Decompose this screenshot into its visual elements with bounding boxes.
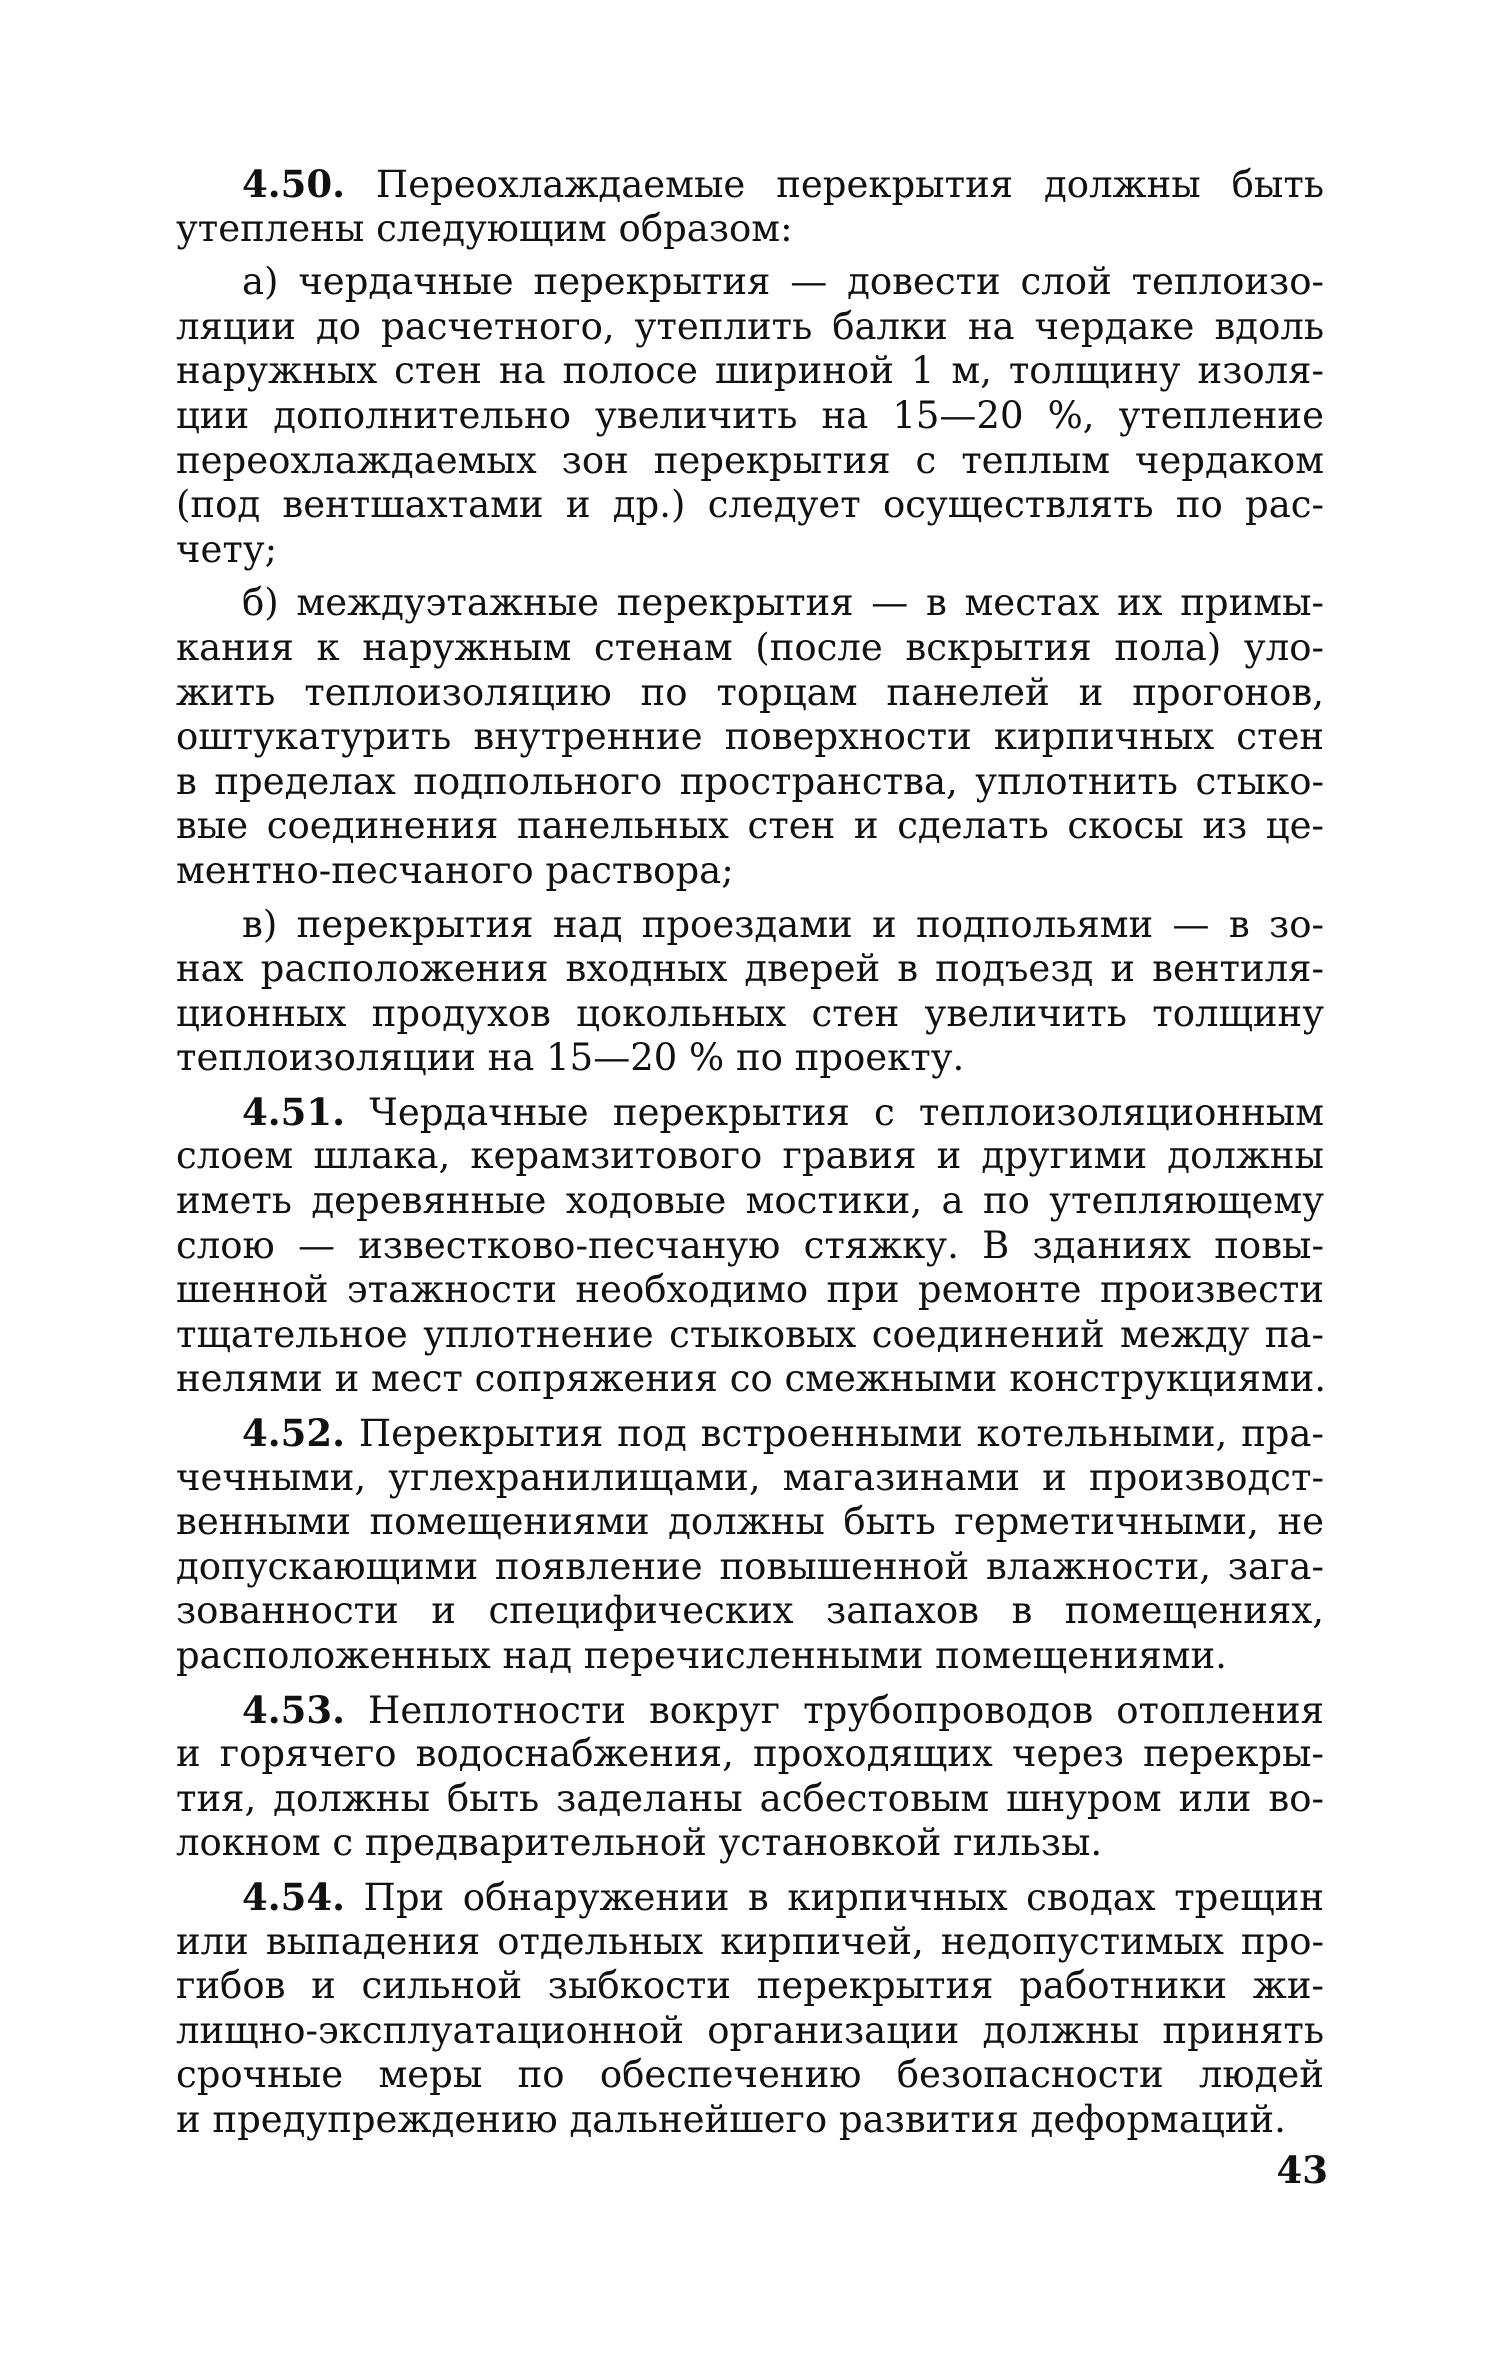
section-number: 4.50.: [242, 162, 345, 206]
list-item-b: [176, 581, 1324, 893]
text-line: и предупреждению дальнейшего развития деформаций.: [176, 2097, 1286, 2141]
text-line: ляции до расчетного, утеплить балки на чердаке вдоль: [176, 304, 1324, 348]
text-line: срочные меры по обеспечению безопасности людей: [176, 2053, 1324, 2097]
text-line: 4.50. Переохлаждаемые перекрытия должны быть: [242, 162, 1324, 206]
text-line: венными помещениями должны быть герметичными, не: [176, 1500, 1324, 1544]
text-line: наружных стен на полосе шириной 1 м, толщину изоля-: [176, 349, 1324, 393]
text-line: переохлаждаемых зон перекрытия с теплым чердаком: [176, 438, 1324, 482]
text-line: или выпадения отдельных кирпичей, недопустимых про-: [176, 1919, 1324, 1963]
text-line: иметь деревянные ходовые мостики, а по утепляющему: [176, 1179, 1324, 1223]
text-line: 4.54. При обнаружении в кирпичных сводах трещин: [242, 1874, 1324, 1919]
text-line: вые соединения панельных стен и сделать скосы из це-: [176, 804, 1324, 848]
text-line: слою — известково-песчаную стяжку. В зданиях повы-: [176, 1223, 1324, 1267]
paragraph-4-54: [176, 1875, 1324, 2143]
body-text: [176, 162, 1327, 2143]
text-line: б) междуэтажные перекрытия — в местах их примы-: [242, 581, 1324, 625]
text-line: ции дополнительно увеличить на 15—20 %, утепление: [176, 393, 1324, 437]
text-line: нелями и мест сопряжения со смежными конструкциями.: [176, 1357, 1327, 1401]
section-number: 4.51.: [242, 1089, 345, 1134]
text-line: жить теплоизоляцию по торцам панелей и прогонов,: [176, 670, 1324, 714]
section-number: 4.53.: [242, 1687, 345, 1732]
text-line: утеплены следующим образом:: [176, 206, 793, 250]
text-line: 4.53. Неплотности вокруг трубопроводов отопления: [242, 1687, 1324, 1732]
list-item-v: [176, 903, 1324, 1081]
text-line: 4.51. Чердачные перекрытия с теплоизоляционным: [242, 1089, 1324, 1134]
paragraph-4-53: [176, 1688, 1324, 1866]
text-line: расположенных над перечисленными помещениями.: [176, 1634, 1227, 1677]
text-line: теплоизоляции на 15—20 % по проекту.: [176, 1036, 965, 1080]
text-line: в) перекрытия над проездами и подпольями — в зо-: [242, 902, 1324, 946]
text-line: гибов и сильной зыбкости перекрытия работники жи-: [176, 1964, 1324, 2008]
text-line: оштукатурить внутренние поверхности кирпичных стен: [176, 715, 1324, 759]
text-line: ментно-песчаного раствора;: [176, 848, 734, 892]
paragraph-4-50: [176, 162, 1324, 251]
text-line: чечными, углехранилищами, магазинами и производст-: [176, 1455, 1324, 1499]
text-line: тия, должны быть заделаны асбестовым шнуром или во-: [176, 1776, 1324, 1820]
text-line: локном с предварительной установкой гильзы.: [176, 1821, 1103, 1865]
text-line: слоем шлака, керамзитового гравия и другими должны: [176, 1134, 1324, 1178]
text-line: нах расположения входных дверей в подъезд и вентиля-: [176, 947, 1324, 991]
text-line: допускающими появление повышенной влажности, зага-: [176, 1544, 1324, 1588]
text-line: лищно-эксплуатационной организации должны принять: [176, 2008, 1324, 2052]
text-line: в пределах подпольного пространства, уплотнить стыко-: [176, 759, 1324, 803]
text-line: зованности и специфических запахов в помещениях,: [176, 1589, 1324, 1633]
text-line: ционных продухов цокольных стен увеличить толщину: [176, 991, 1324, 1035]
text-line: 4.52. Перекрытия под встроенными котельными, пра-: [242, 1411, 1324, 1456]
paragraph-4-52: [176, 1411, 1324, 1679]
text-line: тщательное уплотнение стыковых соединений между па-: [176, 1312, 1324, 1356]
text-line: кания к наружным стенам (после вскрытия пола) уло-: [176, 625, 1324, 669]
page-number: 43: [1276, 2148, 1328, 2192]
list-item-a: [176, 260, 1324, 572]
text-line: и горячего водоснабжения, проходящих через перекры-: [176, 1732, 1324, 1776]
section-number: 4.52.: [242, 1411, 345, 1456]
text-line: чету;: [176, 527, 278, 571]
text-line: а) чердачные перекрытия — довести слой теплоизо-: [242, 260, 1324, 304]
text-line: шенной этажности необходимо при ремонте произвести: [176, 1268, 1324, 1312]
section-number: 4.54.: [242, 1874, 345, 1919]
text-line: (под вентшахтами и др.) следует осуществлять по рас-: [176, 483, 1324, 527]
paragraph-4-51: [176, 1089, 1327, 1402]
